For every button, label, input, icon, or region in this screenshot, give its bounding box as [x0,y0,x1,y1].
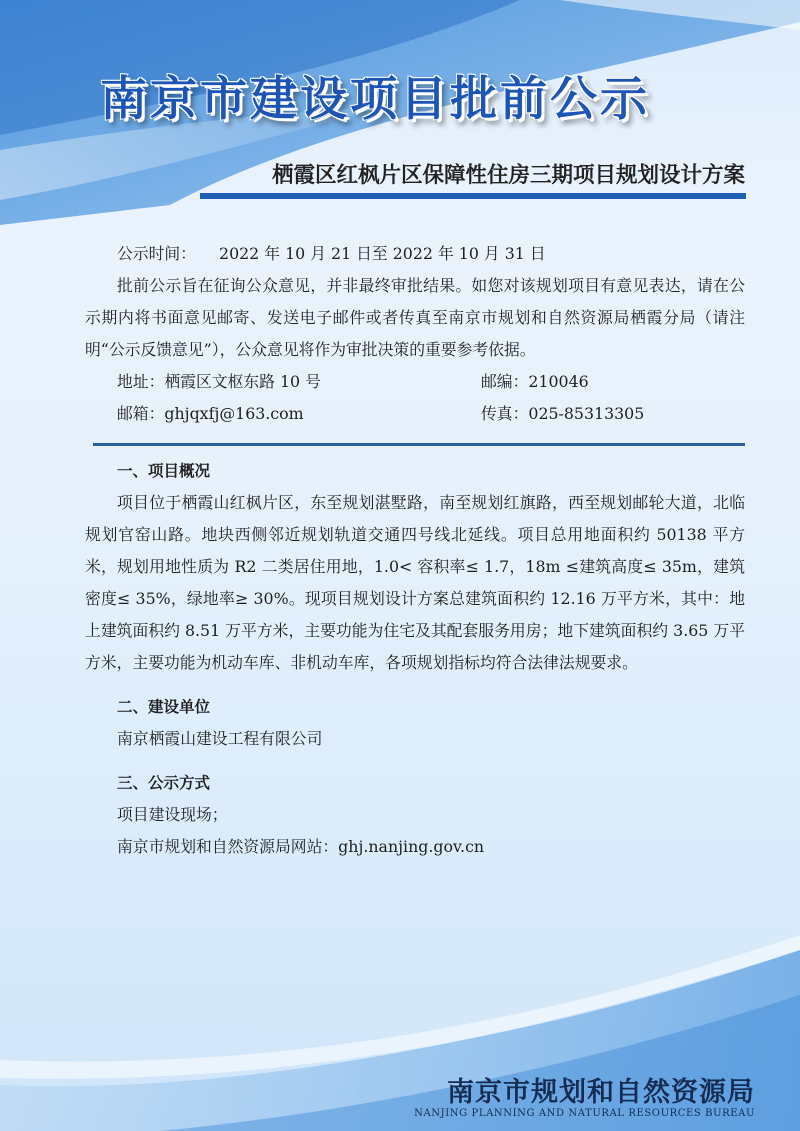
section-divider [93,443,745,446]
subtitle-underline [200,193,746,199]
contact-postcode: 邮编：210046 [481,372,589,391]
notice-period [85,238,745,270]
section-heading-method: 三、公示方式 [117,774,211,792]
project-subtitle: 栖霞区红枫片区保障性住房三期项目规划设计方案 [271,163,745,188]
notice-period-label: 公示时间： [117,244,196,263]
issuer-name: 南京市规划和自然资源局 [447,1077,755,1108]
contact-fax: 传真：025-85313305 [481,404,645,423]
notice-period-value: 2022 年 10 月 21 日至 2022 年 10 月 31 日 [219,244,546,263]
contact-row-2 [85,398,745,430]
section-body-builder: 南京栖霞山建设工程有限公司 [117,729,323,748]
notice-content [85,238,745,863]
issuer-name-english: NANJING PLANNING AND NATURAL RESOURCES BUREAU [414,1108,755,1119]
notice-intro: 批前公示旨在征询公众意见，并非最终审批结果。如您对该规划项目有意见表达，请在公示期内将书面意见邮寄、发送电子邮件或者传真至南京市规划和自然资源局栖霞分局（请注明“公示反馈意见”），公众意见将作为审批决策的重要参考依据。 [85,276,745,359]
method-item-website: 南京市规划和自然资源局网站：ghj.nanjing.gov.cn [117,837,485,856]
contact-address: 地址：栖霞区文枢东路 10 号 [117,372,321,391]
contact-email: 邮箱：ghjqxfj@163.com [117,404,304,423]
section-body-overview: 项目位于栖霞山红枫片区，东至规划湛墅路，南至规划红旗路，西至规划邮轮大道，北临规划官窑山路。地块西侧邻近规划轨道交通四号线北延线。项目总用地面积约 50138 平方米，规划用地性质为 R2 二类居住用地，1.0< 容积率≤ 1.7，18m ≤建筑高度≤ 35m，建筑密度≤ 35%，绿地率≥ 30%。现项目规划设计方案总建筑面积约 12.16 万平方米，其中：地上建筑面积约 8.51 万平方米，主要功能为住宅及其配套服务用房；地下建筑面积约 3.65 万平方米，主要功能为机动车库、非机动车库，各项规划指标均符合法律法规要求。 [85,493,745,672]
page-title: 南京市建设项目批前公示 [100,72,650,127]
section-heading-builder: 二、建设单位 [117,698,211,716]
section-heading-overview: 一、项目概况 [117,462,211,480]
method-item-site: 项目建设现场； [117,805,228,824]
contact-row-1 [85,366,745,398]
